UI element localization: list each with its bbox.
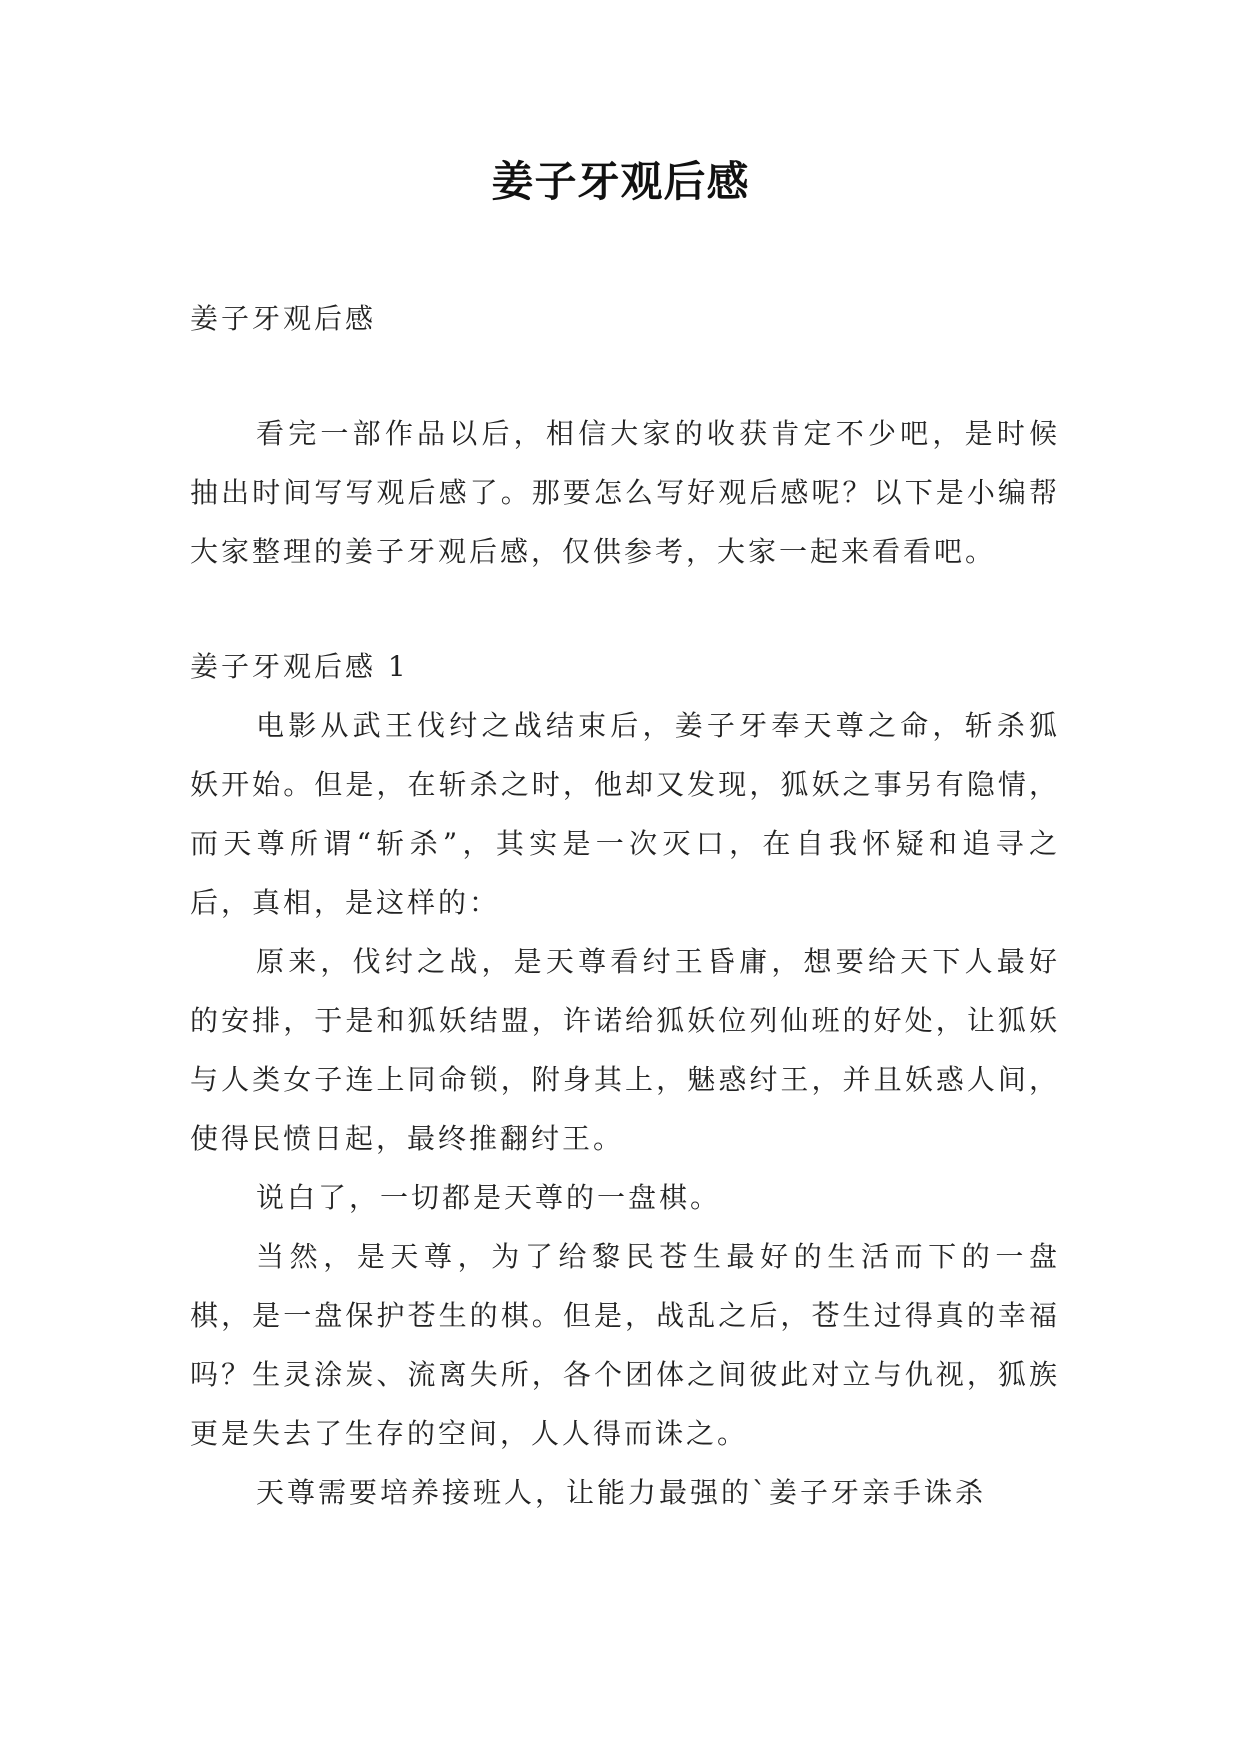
subtitle: 姜子牙观后感 — [190, 302, 377, 335]
section-heading: 姜子牙观后感 1 — [190, 650, 409, 683]
document-title: 姜子牙观后感 — [491, 157, 750, 206]
body-paragraph: 原来，伐纣之战，是天尊看纣王昏庸，想要给天下人最好的安排，于是和狐妖结盟，许诺给狐妖位列仙班的好处，让狐妖与人类女子连上同命锁，附身其上，魅惑纣王，并且妖惑人间，使得民愤日起，最终推翻纣王。 — [190, 945, 1060, 1155]
body-paragraph: 当然，是天尊，为了给黎民苍生最好的生活而下的一盘棋，是一盘保护苍生的棋。但是，战乱之后，苍生过得真的幸福吗？生灵涂炭、流离失所，各个团体之间彼此对立与仇视，狐族更是失去了生存的空间，人人得而诛之。 — [190, 1240, 1060, 1450]
body-paragraph: 天尊需要培养接班人，让能力最强的`姜子牙亲手诛杀 — [256, 1476, 987, 1509]
intro-paragraph: 看完一部作品以后，相信大家的收获肯定不少吧，是时候抽出时间写写观后感了。那要怎么写好观后感呢？以下是小编帮大家整理的姜子牙观后感，仅供参考，大家一起来看看吧。 — [190, 417, 1060, 568]
document-body — [190, 289, 1060, 1522]
body-paragraph: 说白了，一切都是天尊的一盘棋。 — [256, 1181, 722, 1214]
body-paragraph: 电影从武王伐纣之战结束后，姜子牙奉天尊之命，斩杀狐妖开始。但是，在斩杀之时，他却又发现，狐妖之事另有隐情，而天尊所谓“斩杀”，其实是一次灭口，在自我怀疑和追寻之后，真相，是这样的： — [190, 709, 1060, 919]
